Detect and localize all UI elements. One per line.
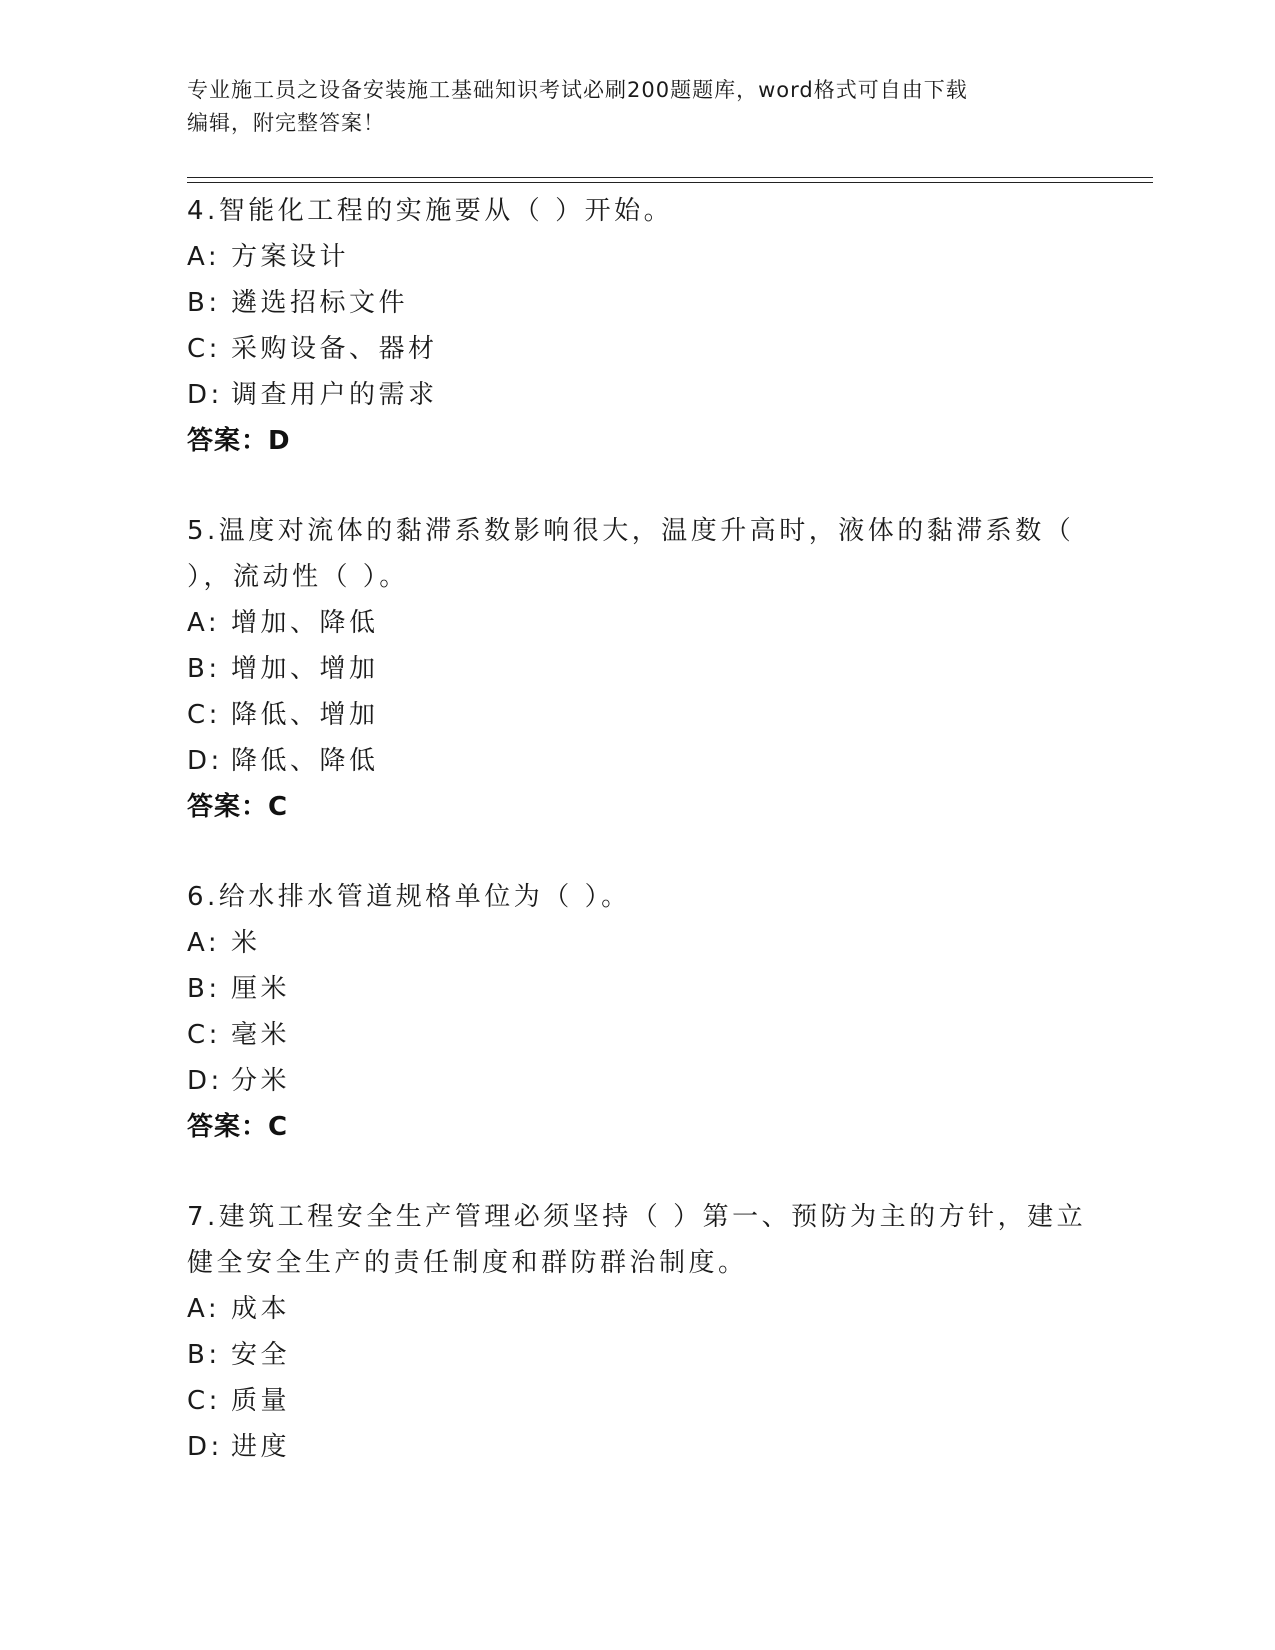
option-key: A: xyxy=(187,608,221,638)
question-5 xyxy=(187,508,1087,830)
option-a xyxy=(187,1286,1087,1332)
option-key: A: xyxy=(187,242,221,272)
question-stem-line-2: ），流动性（ ）。 xyxy=(187,562,409,592)
option-c xyxy=(187,692,1087,738)
option-text: 米 xyxy=(231,928,261,958)
option-text: 质量 xyxy=(231,1386,291,1416)
option-text: 毫米 xyxy=(231,1020,291,1050)
option-text: 采购设备、器材 xyxy=(231,334,438,364)
option-key: A: xyxy=(187,1294,221,1324)
option-text: 增加、降低 xyxy=(231,608,379,638)
option-text: 成本 xyxy=(231,1294,291,1324)
option-d xyxy=(187,372,1087,418)
option-key: B: xyxy=(187,288,221,318)
option-c xyxy=(187,326,1087,372)
option-text: 调查用户的需求 xyxy=(231,380,438,410)
question-7 xyxy=(187,1194,1087,1470)
option-a xyxy=(187,920,1087,966)
option-key: C: xyxy=(187,1020,221,1050)
question-stem: 4.智能化工程的实施要从（ ）开始。 xyxy=(187,196,674,226)
option-d xyxy=(187,1058,1087,1104)
option-text: 进度 xyxy=(231,1432,291,1462)
option-d xyxy=(187,1424,1087,1470)
option-text: 安全 xyxy=(231,1340,291,1370)
option-c xyxy=(187,1378,1087,1424)
option-key: D: xyxy=(187,746,223,776)
option-key: B: xyxy=(187,654,221,684)
option-b xyxy=(187,1332,1087,1378)
option-d xyxy=(187,738,1087,784)
option-b xyxy=(187,966,1087,1012)
answer-line: 答案：C xyxy=(187,792,289,822)
question-4 xyxy=(187,188,1087,464)
option-key: D: xyxy=(187,1066,223,1096)
header-divider-bottom xyxy=(187,182,1153,183)
document-header xyxy=(187,74,1087,140)
option-text: 遴选招标文件 xyxy=(231,288,409,318)
question-6 xyxy=(187,874,1087,1150)
option-b xyxy=(187,280,1087,326)
option-text: 方案设计 xyxy=(231,242,350,272)
question-stem-line-2: 健全安全生产的责任制度和群防群治制度。 xyxy=(187,1248,748,1278)
option-a xyxy=(187,234,1087,280)
option-text: 分米 xyxy=(231,1066,291,1096)
option-key: B: xyxy=(187,974,221,1004)
option-key: B: xyxy=(187,1340,221,1370)
option-a xyxy=(187,600,1087,646)
option-c xyxy=(187,1012,1087,1058)
option-key: C: xyxy=(187,1386,221,1416)
header-title-line-2: 编辑，附完整答案！ xyxy=(187,111,385,135)
answer-line: 答案：D xyxy=(187,426,291,456)
question-stem-line-1: 7.建筑工程安全生产管理必须坚持（ ）第一、预防为主的方针，建立 xyxy=(187,1202,1087,1232)
option-b xyxy=(187,646,1087,692)
option-key: D: xyxy=(187,380,223,410)
header-divider-top xyxy=(187,177,1153,178)
option-text: 降低、降低 xyxy=(231,746,379,776)
option-key: D: xyxy=(187,1432,223,1462)
header-title-line-1: 专业施工员之设备安装施工基础知识考试必刷200题题库，word格式可自由下载 xyxy=(187,78,968,102)
option-key: C: xyxy=(187,700,221,730)
answer-line: 答案：C xyxy=(187,1112,289,1142)
question-stem: 6.给水排水管道规格单位为（ ）。 xyxy=(187,882,631,912)
question-stem-line-1: 5.温度对流体的黏滞系数影响很大，温度升高时，液体的黏滞系数（ xyxy=(187,516,1075,546)
option-key: A: xyxy=(187,928,221,958)
option-text: 厘米 xyxy=(231,974,291,1004)
option-text: 增加、增加 xyxy=(231,654,379,684)
option-text: 降低、增加 xyxy=(231,700,379,730)
option-key: C: xyxy=(187,334,221,364)
